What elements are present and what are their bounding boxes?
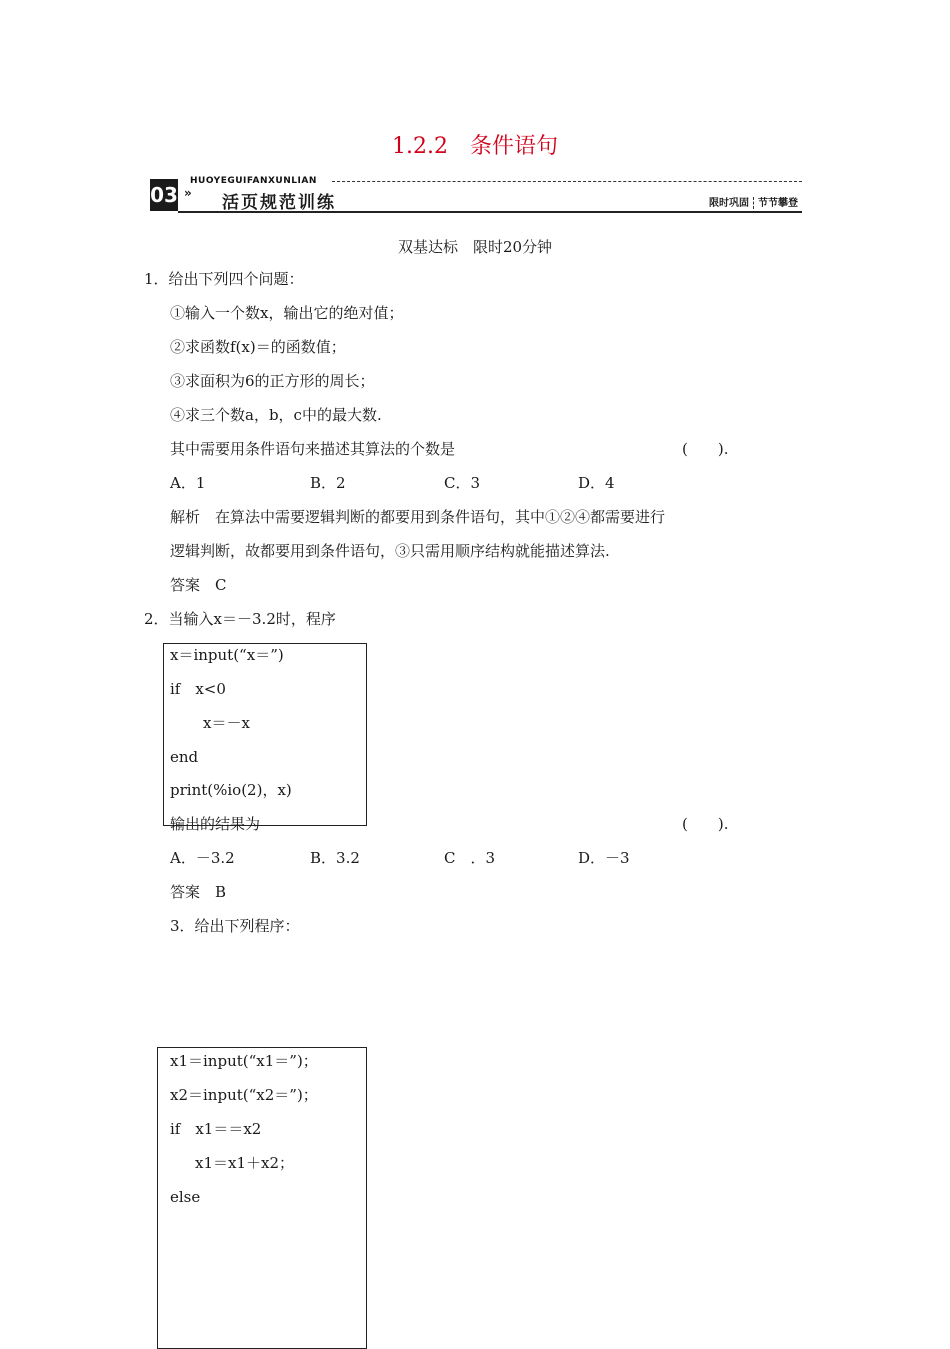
q2-ask: 输出的结果为: [170, 815, 261, 833]
q2-answer: 答案 B: [170, 883, 227, 901]
q2-stem: 2．当输入x＝－3.2时，程序: [144, 610, 336, 628]
banner-tag-a: 限时巩固: [709, 198, 749, 209]
q2-option-c: C ．3: [444, 849, 496, 867]
q3-stem: 3．给出下列程序：: [170, 917, 300, 935]
q1-ask: 其中需要用条件语句来描述其算法的个数是: [170, 440, 456, 458]
section-subtitle: 双基达标 限时20分钟: [397, 238, 553, 256]
q1-option-c: C．3: [444, 474, 481, 492]
q2-code-line-1: x＝input(“x＝”): [170, 646, 284, 664]
q2-code-line-2: if x<0: [170, 680, 226, 698]
q1-item-3: ③求面积为6的正方形的周长；: [170, 372, 375, 390]
q3-code-line-3: if x1＝＝x2: [170, 1120, 262, 1138]
banner-tag-b: 节节攀登: [758, 198, 798, 209]
q2-code-line-5: print(%io(2)，x): [170, 781, 292, 799]
q2-code-line-3: x＝－x: [203, 714, 250, 732]
q2-code-line-4: end: [170, 748, 199, 766]
q1-paren: ( ).: [682, 440, 729, 458]
banner-label: 活页规范训练: [222, 193, 336, 213]
page-title: 1.2.2 条件语句: [392, 134, 558, 159]
banner-dotted-line: [332, 181, 802, 182]
q3-code-line-5: else: [170, 1188, 201, 1206]
q1-item-1: ①输入一个数x，输出它的绝对值；: [170, 304, 404, 322]
banner-separator: [753, 197, 754, 209]
q1-option-d: D．4: [578, 474, 615, 492]
banner-right-tags: [709, 194, 798, 209]
banner-pinyin: HUOYEGUIFANXUNLIAN: [190, 176, 317, 186]
q2-option-d: D．－3: [578, 849, 630, 867]
section-banner: [150, 176, 802, 214]
q1-stem: 1．给出下列四个问题：: [144, 270, 304, 288]
q1-option-b: B．2: [310, 474, 346, 492]
banner-arrow-icon: »: [184, 186, 192, 200]
q1-analysis-line-1: 解析 在算法中需要逻辑判断的都要用到条件语句，其中①②④都需要进行: [170, 508, 666, 526]
q2-paren: ( ).: [682, 815, 729, 833]
banner-rule: [178, 211, 802, 213]
q3-code-line-1: x1＝input(“x1＝”)；: [170, 1052, 318, 1070]
q1-analysis-line-2: 逻辑判断，故都要用到条件语句，③只需用顺序结构就能描述算法.: [170, 542, 610, 560]
q3-code-line-4: x1＝x1＋x2；: [195, 1154, 295, 1172]
banner-number: 03: [150, 179, 178, 211]
q1-answer: 答案 C: [170, 576, 227, 594]
q2-option-a: A．－3.2: [170, 849, 235, 867]
q1-item-4: ④求三个数a，b，c中的最大数.: [170, 406, 382, 424]
q2-option-b: B．3.2: [310, 849, 360, 867]
q3-code-line-2: x2＝input(“x2＝”)；: [170, 1086, 318, 1104]
q1-option-a: A．1: [170, 474, 206, 492]
q1-item-2: ②求函数f(x)＝的函数值；: [170, 338, 346, 356]
